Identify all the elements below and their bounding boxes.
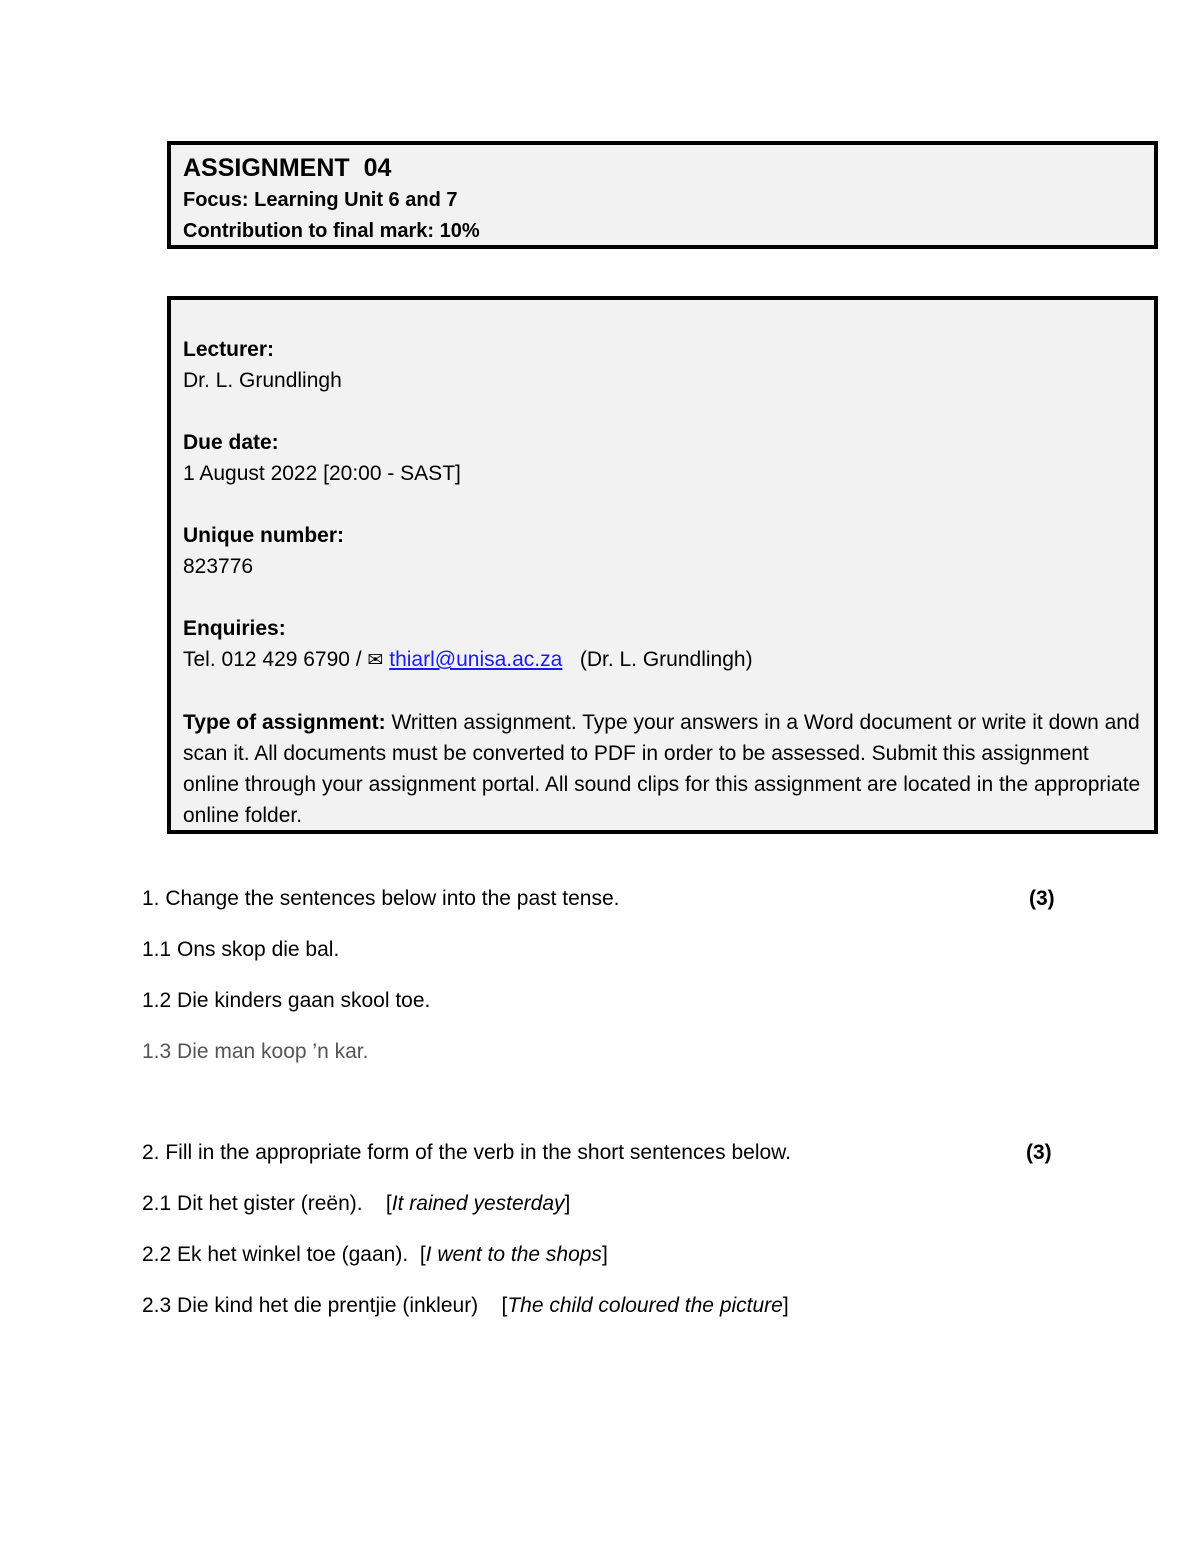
unique-number-label: Unique number:	[183, 524, 344, 547]
question-2-1-translation: It rained yesterday	[391, 1192, 565, 1215]
lecturer-label: Lecturer:	[183, 338, 275, 361]
question-2-3-text: 2.3 Die kind het die prentjie (inkleur) [	[142, 1294, 508, 1317]
question-1-heading: 1. Change the sentences below into the past tense.	[142, 887, 620, 910]
due-date-label: Due date:	[183, 431, 279, 454]
assignment-contribution: Contribution to final mark: 10%	[183, 220, 480, 242]
question-2-1	[142, 1191, 570, 1217]
assignment-info-box	[167, 296, 1158, 834]
question-2-heading: 2. Fill in the appropriate form of the verb in the short sentences below.	[142, 1141, 792, 1164]
question-2-2	[142, 1242, 608, 1268]
enquiries-contact-name: (Dr. L. Grundlingh)	[562, 648, 753, 671]
assignment-type-text: Written assignment. Type your answers in a Word document or write it down and scan it. All documents must be converted to PDF in order to be assessed. Submit this assignment online through your assignment portal. All sound clips for this assignment are located in the appropriate online folder.	[183, 711, 1141, 827]
question-2-3-translation: The child coloured the picture	[507, 1294, 783, 1317]
assignment-title: ASSIGNMENT 04	[183, 154, 392, 182]
question-2-2-close: ]	[601, 1243, 608, 1266]
question-1-1: 1.1 Ons skop die bal.	[142, 938, 340, 961]
enquiries-label: Enquiries:	[183, 617, 286, 640]
question-2-3-close: ]	[782, 1294, 789, 1317]
envelope-icon: ✉	[367, 649, 384, 671]
question-1-marks: (3)	[1029, 887, 1055, 910]
question-2-2-text: 2.2 Ek het winkel toe (gaan). [	[142, 1243, 426, 1266]
unique-number-value: 823776	[183, 555, 254, 578]
question-1-3: 1.3 Die man koop ’n kar.	[142, 1040, 369, 1063]
assignment-header-box	[167, 141, 1158, 249]
enquiries-value	[183, 644, 1146, 676]
question-2-3	[142, 1293, 789, 1319]
assignment-type	[183, 707, 1146, 831]
lecturer-value: Dr. L. Grundlingh	[183, 369, 342, 392]
question-2-marks: (3)	[1026, 1141, 1052, 1164]
question-2-2-translation: I went to the shops	[425, 1243, 602, 1266]
assignment-focus: Focus: Learning Unit 6 and 7	[183, 189, 458, 211]
assignment-type-label: Type of assignment:	[183, 711, 386, 734]
enquiries-phone: Tel. 012 429 6790 /	[183, 648, 368, 671]
due-date-value: 1 August 2022 [20:00 - SAST]	[183, 462, 461, 485]
question-1-2: 1.2 Die kinders gaan skool toe.	[142, 989, 431, 1012]
question-2-1-text: 2.1 Dit het gister (reën). [	[142, 1192, 392, 1215]
question-2-1-close: ]	[564, 1192, 571, 1215]
enquiries-email-link[interactable]: thiarl@unisa.ac.za	[389, 648, 563, 671]
